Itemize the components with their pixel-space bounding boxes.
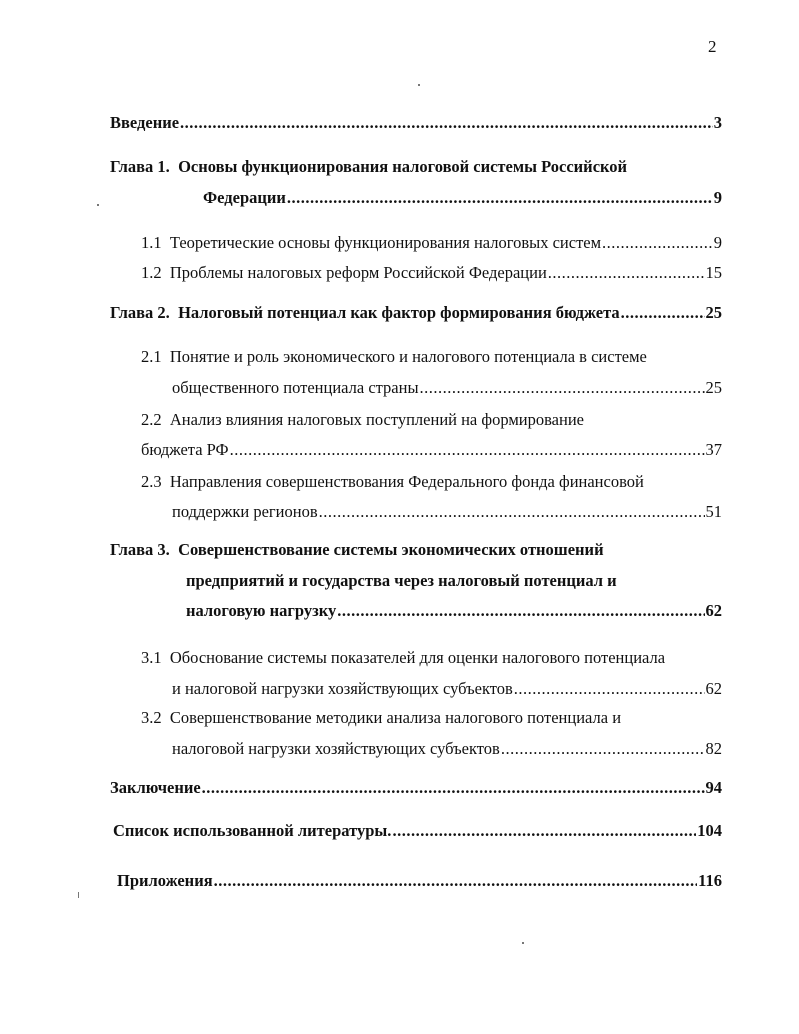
entry-page: 62 (705, 679, 722, 698)
entry-title: Направления совершенствования Федерального фонда финансовой (169, 472, 644, 491)
entry-page: 104 (697, 821, 722, 840)
entry-page: 9 (713, 233, 722, 252)
section-number: 3.2 (141, 708, 162, 727)
entry-title: общественного потенциала страны (172, 378, 419, 397)
entry-title: Введение (110, 113, 180, 132)
dot-leader (202, 777, 705, 799)
entry-page: 116 (698, 871, 722, 890)
entry-page: 62 (705, 601, 722, 620)
dot-leader (501, 738, 705, 760)
entry-title: бюджета РФ (141, 440, 229, 459)
entry-title: Теоретические основы функционирования налоговых систем (169, 233, 602, 252)
entry-title: и налоговой нагрузки хозяйствующих субъектов (172, 679, 513, 698)
entry-title: поддержки регионов (172, 502, 318, 521)
entry-title: Совершенствование системы экономических отношений (178, 540, 604, 559)
dot-leader (287, 187, 713, 209)
toc-entry-chapter-1-cont[interactable] (203, 187, 722, 209)
entry-title: Совершенствование методики анализа налогового потенциала и (169, 708, 622, 727)
scan-speck (522, 942, 524, 944)
dot-leader (337, 600, 704, 622)
scan-speck (78, 892, 79, 898)
entry-page: 37 (705, 440, 722, 459)
dot-leader (548, 262, 705, 284)
scan-speck (418, 84, 420, 86)
toc-entry-2-3[interactable] (141, 471, 722, 493)
toc-entry-chapter-3-cont[interactable] (186, 570, 722, 592)
entry-page: 94 (705, 778, 722, 797)
toc-entry-appendix[interactable] (117, 870, 722, 892)
toc-entry-3-2[interactable] (141, 707, 722, 729)
entry-page: 51 (705, 502, 722, 521)
toc-entry-3-1[interactable] (141, 647, 722, 669)
toc-entry-2-3-cont[interactable] (172, 501, 722, 523)
page-number: 2 (708, 37, 717, 56)
entry-title: Обоснование системы показателей для оценки налогового потенциала (169, 648, 666, 667)
toc-entry-chapter-3[interactable] (110, 539, 722, 561)
entry-title: Проблемы налоговых реформ Российской Федерации (169, 263, 547, 282)
section-number: 2.1 (141, 347, 162, 366)
chapter-label: Глава 3. (110, 540, 170, 559)
entry-title: Список использованной литературы. (113, 821, 392, 840)
dot-leader (392, 820, 696, 842)
toc-entry-2-2-cont[interactable] (141, 439, 722, 461)
toc-entry-1-2[interactable] (141, 262, 722, 284)
chapter-label: Глава 2. (110, 303, 170, 322)
entry-page: 3 (713, 113, 722, 132)
section-number: 2.3 (141, 472, 162, 491)
dot-leader (621, 302, 705, 324)
entry-page: 25 (705, 303, 722, 322)
chapter-label: Глава 1. (110, 157, 170, 176)
entry-title: Заключение (110, 778, 201, 797)
section-number: 1.1 (141, 233, 162, 252)
scan-speck (97, 204, 99, 206)
toc-entry-2-2[interactable] (141, 409, 722, 431)
entry-page: 82 (705, 739, 722, 758)
section-number: 2.2 (141, 410, 162, 429)
dot-leader (230, 439, 705, 461)
dot-leader (180, 112, 713, 134)
entry-title: Налоговый потенциал как фактор формирования бюджета (178, 303, 620, 322)
entry-title: Приложения (117, 871, 213, 890)
entry-title: Федерации (203, 188, 286, 207)
section-number: 3.1 (141, 648, 162, 667)
entry-title: Понятие и роль экономического и налогового потенциала в системе (169, 347, 647, 366)
entry-page: 15 (705, 263, 722, 282)
dot-leader (602, 232, 713, 254)
toc-entry-2-1-cont[interactable] (172, 377, 722, 399)
dot-leader (514, 678, 705, 700)
entry-page: 25 (705, 378, 722, 397)
entry-title: Анализ влияния налоговых поступлений на формирование (169, 410, 584, 429)
toc-entry-references[interactable] (113, 820, 722, 842)
section-number: 1.2 (141, 263, 162, 282)
entry-title: предприятий и государства через налоговый потенциал и (186, 571, 617, 590)
entry-title: Основы функционирования налоговой системы Российской (178, 157, 628, 176)
toc-entry-intro[interactable] (110, 112, 722, 134)
toc-entry-3-2-cont[interactable] (172, 738, 722, 760)
toc-entry-2-1[interactable] (141, 346, 722, 368)
dot-leader (319, 501, 705, 523)
toc-entry-3-1-cont[interactable] (172, 678, 722, 700)
toc-entry-chapter-1[interactable] (110, 156, 722, 178)
entry-title: налоговую нагрузку (186, 601, 337, 620)
entry-page: 9 (713, 188, 722, 207)
toc-entry-1-1[interactable] (141, 232, 722, 254)
toc-entry-chapter-3-cont2[interactable] (186, 600, 722, 622)
dot-leader (420, 377, 705, 399)
dot-leader (214, 870, 698, 892)
toc-entry-chapter-2[interactable] (110, 302, 722, 324)
toc-entry-conclusion[interactable] (110, 777, 722, 799)
entry-title: налоговой нагрузки хозяйствующих субъектов (172, 739, 500, 758)
